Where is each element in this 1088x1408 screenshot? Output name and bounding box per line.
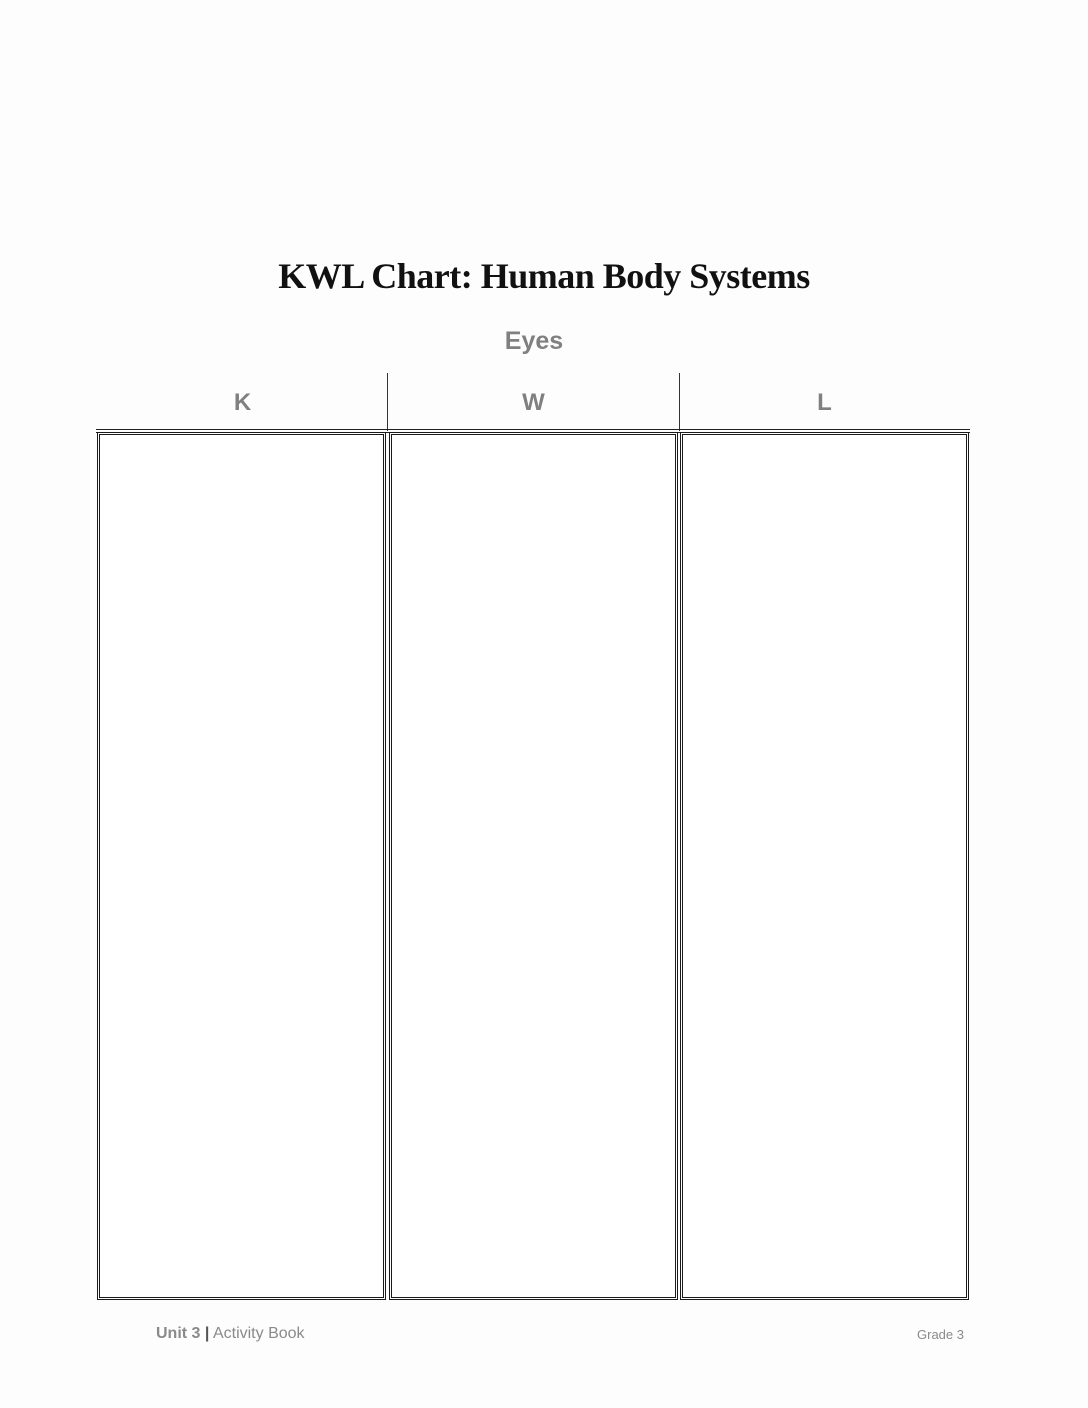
column-divider <box>679 373 680 431</box>
write-box-k[interactable] <box>99 434 384 1298</box>
header-rule <box>96 432 970 433</box>
footer-separator: | <box>204 1325 210 1342</box>
page-title: KWL Chart: Human Body Systems <box>278 256 810 296</box>
topic-heading: Eyes <box>504 327 564 355</box>
column-header-w: W <box>522 389 545 416</box>
column-header-l: L <box>817 389 832 416</box>
footer-book: Activity Book <box>212 1325 305 1342</box>
column-divider <box>387 373 388 431</box>
footer-unit: Unit 3 <box>156 1325 201 1342</box>
write-box-l[interactable] <box>682 434 967 1298</box>
write-box-w[interactable] <box>391 434 676 1298</box>
column-header-k: K <box>233 389 252 416</box>
footer-grade: Grade 3 <box>917 1327 964 1342</box>
footer-book-info <box>156 1323 305 1345</box>
header-rule <box>96 429 970 430</box>
